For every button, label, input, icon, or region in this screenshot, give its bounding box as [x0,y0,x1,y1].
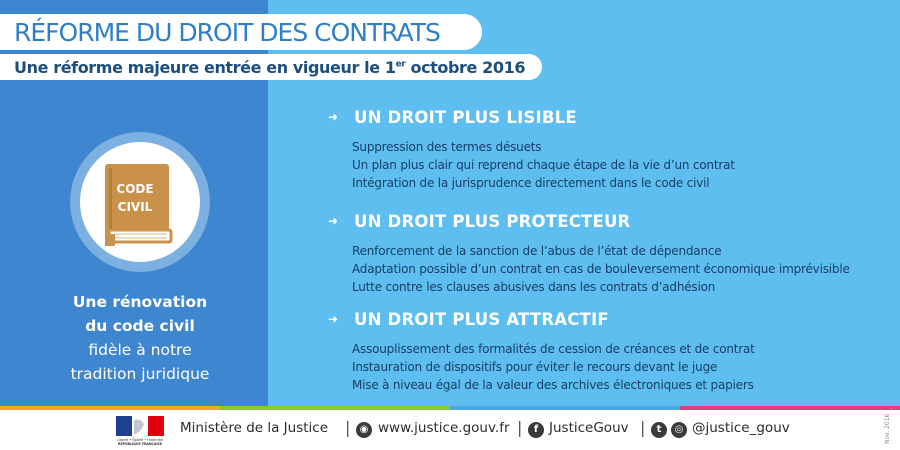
section-lisible [328,106,735,192]
globe-icon: ◉ [356,422,372,438]
twitter-icon: t [651,422,667,438]
list-item: Lutte contre les clauses abusives dans les contrats d’adhésion [352,280,716,294]
arrow-right-icon: ➜ [328,214,339,228]
page-title: RÉFORME DU DROIT DES CONTRATS [14,17,440,47]
list-item: Un plan plus clair qui reprend chaque étape de la vie d’un contrat [352,158,735,172]
separator: | [345,418,351,437]
list-item: Assouplissement des formalités de cession de créances et de contrat [352,342,755,356]
republique-francaise-logo [110,416,170,446]
list-item: Renforcement de la sanction de l’abus de l’état de dépendance [352,244,722,258]
subtitle-banner [0,54,542,80]
separator: | [517,418,523,437]
svg-text:Liberté • Égalité • Fraternité: Liberté • Égalité • Fraternité [117,438,163,442]
list-item: Intégration de la jurisprudence directement dans le code civil [352,176,710,190]
title-banner [0,14,482,50]
section-title: UN DROIT PLUS LISIBLE [354,107,577,127]
book-label: CODE CIVIL [116,182,154,214]
section-attractif [328,308,755,394]
list-item: Suppression des termes désuets [352,140,542,154]
svg-text:RÉPUBLIQUE FRANÇAISE: RÉPUBLIQUE FRANÇAISE [117,442,163,446]
facebook-icon: f [528,422,544,438]
page-subtitle: Une réforme majeure entrée en vigueur le 1er octobre 2016 [14,57,526,77]
facebook-link[interactable]: JusticeGouv [549,420,629,436]
caption-line: Une rénovation [72,293,208,311]
separator: | [640,418,646,437]
arrow-right-icon: ➜ [328,110,339,124]
social-handle[interactable]: @justice_gouv [692,420,790,436]
section-protecteur [328,210,850,296]
publication-date: Nov. 2016 [884,413,891,444]
section-title: UN DROIT PLUS ATTRACTIF [354,309,609,329]
list-item: Instauration de dispositifs pour éviter le recours devant le juge [352,360,718,374]
caption-line: tradition juridique [70,365,210,383]
caption-line: du code civil [85,317,195,335]
left-caption [20,290,260,386]
list-item: Adaptation possible d’un contrat en cas de bouleversement économique imprévisible [352,262,850,276]
caption-line: fidèle à notre [88,341,192,359]
arrow-right-icon: ➜ [328,312,339,326]
instagram-icon: ◎ [671,422,687,438]
ministry-name: Ministère de la Justice [180,420,329,436]
list-item: Mise à niveau égal de la valeur des archives électroniques et papiers [352,378,754,392]
website-link[interactable]: www.justice.gouv.fr [378,420,510,436]
section-title: UN DROIT PLUS PROTECTEUR [354,211,631,231]
